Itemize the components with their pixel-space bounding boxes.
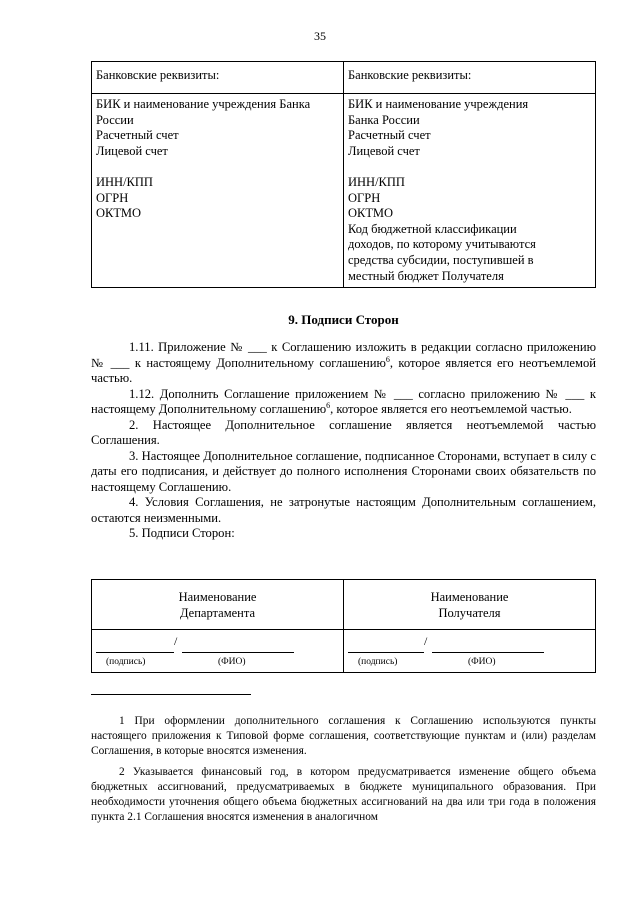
footnote: 1 При оформлении дополнительного соглашения к Соглашению используются пункты настоящего приложения к Типовой форме соглашения, соответствующие пунктам и (или) разделам Соглашения, в которые вносятся изменения. <box>91 715 596 757</box>
bank-header-left: Банковские реквизиты: <box>92 62 344 94</box>
footnote-separator <box>91 694 251 695</box>
signature-slash: / <box>424 634 428 648</box>
signature-line[interactable] <box>348 638 424 653</box>
signature-head-right-line2: Получателя <box>438 606 501 620</box>
bank-header-right: Банковские реквизиты: <box>344 62 596 94</box>
paragraph-text: 1.11. Приложение № ___ к Соглашению изложить в редакции согласно приложению № ___ к настоящему Дополнительному соглашению <box>91 340 596 370</box>
bank-detail-line: России <box>96 112 134 127</box>
bank-detail-line: Расчетный счет <box>348 128 431 143</box>
bank-detail-line: Код бюджетной классификации <box>348 221 517 236</box>
bank-detail-line: БИК и наименование учреждения Банка <box>96 97 311 111</box>
bank-detail-line: ОКТМО <box>348 206 393 221</box>
bank-detail-line: местный бюджет Получателя <box>348 268 504 283</box>
paragraph-text: 1.12. Дополнить Соглашение приложением № ___ согласно приложению № ___ к настоящему Дополнительному соглашению <box>91 386 596 416</box>
paragraph-tail: , которое является его неотъемлемой частью. <box>330 402 572 416</box>
signature-field-left <box>92 630 344 673</box>
footnote-ref: 6 <box>385 354 390 364</box>
paragraph <box>91 340 596 387</box>
signature-head-left-line2: Департамента <box>179 606 256 620</box>
bank-details-left <box>92 94 344 288</box>
signature-caption: (подпись) <box>106 657 146 667</box>
paragraph-text: 2. Настоящее Дополнительное соглашение является неотъемлемой частью Соглашения. <box>91 417 596 447</box>
signature-head-right <box>344 580 596 630</box>
paragraph <box>91 526 596 542</box>
signature-head-left <box>92 580 344 630</box>
section-title: 9. Подписи Сторон <box>288 312 399 327</box>
bank-detail-line: ИНН/КПП <box>348 174 405 189</box>
bank-detail-line: Лицевой счет <box>96 143 168 158</box>
paragraph-text: 5. Подписи Сторон: <box>129 526 235 540</box>
bank-details-right <box>344 94 596 288</box>
bank-detail-line: ОКТМО <box>96 206 141 221</box>
signature-line[interactable] <box>96 638 174 653</box>
bank-detail-line <box>96 159 339 175</box>
paragraph <box>91 418 596 449</box>
name-line[interactable] <box>432 638 544 653</box>
bank-detail-line: доходов, по которому учитываются <box>348 237 536 252</box>
bank-detail-line: ОГРН <box>96 190 129 205</box>
paragraph <box>91 449 596 496</box>
bank-detail-line: Расчетный счет <box>96 128 179 143</box>
paragraph-tail: , которое является его неотъемлемой частью. <box>91 355 596 385</box>
footnote: 2 Указывается финансовый год, в котором предусматривается изменение общего объема бюджетных ассигнований, предусматриваемых в бюджете муниципального образования. При необходимости уточнения общего объема бюджетных ассигнований на два или три года в положения пункта 2.1 Соглашения вносятся изменения в аналогичном <box>91 766 596 823</box>
bank-detail-line: БИК и наименование учреждения <box>348 97 529 111</box>
bank-detail-line: Лицевой счет <box>348 143 420 158</box>
paragraph-text: 4. Условия Соглашения, не затронутые настоящим Дополнительным соглашением, остаются неизменными. <box>91 495 596 525</box>
signature-slash: / <box>174 634 178 648</box>
name-line[interactable] <box>182 638 294 653</box>
paragraph <box>91 495 596 526</box>
body-text <box>91 340 596 542</box>
signature-head-right-line1: Наименование <box>430 590 509 604</box>
bank-detail-line <box>348 159 591 175</box>
footnotes <box>91 714 596 831</box>
bank-detail-line: Банка России <box>348 112 420 127</box>
bank-detail-line: ОГРН <box>348 190 381 205</box>
signature-caption: (подпись) <box>358 657 398 667</box>
signature-field-right <box>344 630 596 673</box>
name-caption: (ФИО) <box>218 657 246 667</box>
bank-detail-line: средства субсидии, поступившей в <box>348 252 534 267</box>
signature-head-left-line1: Наименование <box>178 590 257 604</box>
footnote-ref: 6 <box>326 400 331 410</box>
paragraph-text: 3. Настоящее Дополнительное соглашение, подписанное Сторонами, вступает в силу с даты его подписания, и действует до полного исполнения Сторонами своих обязательств по настоящему Соглашению. <box>91 448 596 494</box>
bank-details-table <box>91 61 596 288</box>
name-caption: (ФИО) <box>468 657 496 667</box>
page-number: 35 <box>314 29 326 43</box>
signature-table <box>91 579 596 673</box>
bank-detail-line: ИНН/КПП <box>96 174 153 189</box>
paragraph <box>91 387 596 418</box>
